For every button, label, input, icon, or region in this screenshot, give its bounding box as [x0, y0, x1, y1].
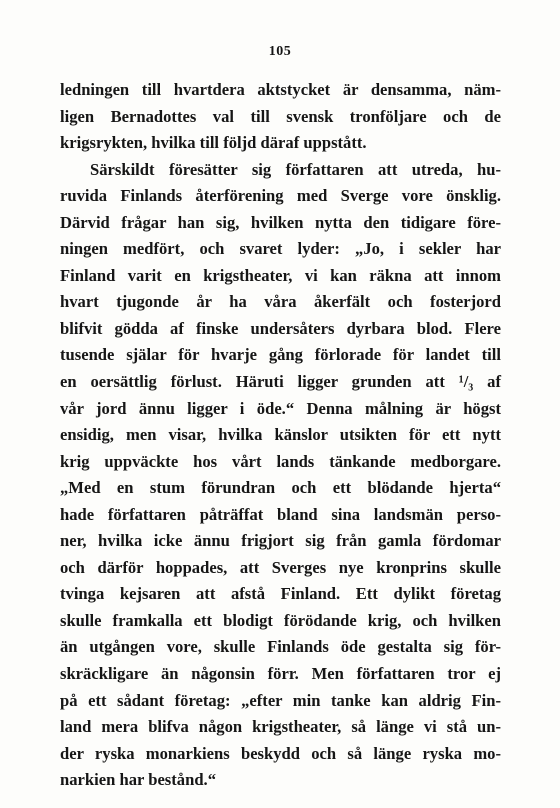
text-line-5: ruvida Finlands återförening med Sverge vore önsklig. [60, 186, 501, 206]
text-line-16: „Med en stum förundran och ett blödande hjerta“ [60, 478, 501, 498]
text-line-19: och därför hoppades, att Sverges nye kronprins skulle [60, 557, 501, 577]
text-line-10: blifvit gödda af finske undersåters dyrbara blod. Flere [60, 318, 501, 338]
text-line-8: Finland varit en krigstheater, vi kan räkna att innom [60, 265, 501, 285]
text-line-22: än utgången vore, skulle Finlands öde gestalta sig för- [60, 637, 501, 657]
text-line-21: skulle framkalla ett blodigt förödande krig, och hvilken [60, 610, 501, 630]
text-line-12: en oersättlig förlust. Häruti ligger grunden att ¹/₃ af [60, 372, 501, 392]
text-line-11: tusende själar för hvarje gång förlorade för landet till [60, 345, 501, 365]
text-line-3: krigsrykten, hvilka till följd däraf uppstått. [60, 133, 367, 153]
text-line-26: der ryska monarkiens beskydd och så länge ryska mo- [60, 743, 501, 763]
text-line-2: ligen Bernadottes val till svensk tronföljare och de [60, 106, 501, 126]
text-line-7: ningen medfört, och svaret lyder: „Jo, i sekler har [60, 239, 501, 259]
body-text [60, 77, 501, 794]
text-line-25: land mera blifva någon krigstheater, så länge vi stå un- [60, 717, 501, 737]
text-line-27: narkien har bestånd.“ [60, 770, 216, 790]
text-line-24: på ett sådant företag: „efter min tanke kan aldrig Fin- [60, 690, 501, 710]
text-line-18: ner, hvilka icke ännu frigjort sig från gamla fördomar [60, 531, 501, 551]
text-line-1: ledningen till hvartdera aktstycket är densamma, näm- [60, 80, 501, 99]
text-line-6: Därvid frågar han sig, hvilken nytta den tidigare före- [60, 212, 501, 232]
text-line-9: hvart tjugonde år ha våra åkerfält och fosterjord [60, 292, 501, 312]
text-line-23: skräckligare än någonsin förr. Men författaren tror ej [60, 664, 501, 684]
page-number: 105 [268, 44, 292, 59]
text-line-15: krig uppväckte hos vårt lands tänkande medborgare. [60, 451, 501, 471]
text-line-17: hade författaren påträffat bland sina landsmän perso- [60, 504, 501, 524]
text-line-13: vår jord ännu ligger i öde.“ Denna målning är högst [60, 398, 501, 418]
text-line-20: tvinga kejsaren att afstå Finland. Ett dylikt företag [60, 584, 501, 604]
text-line-4: Särskildt föresätter sig författaren att utreda, hu- [90, 159, 501, 179]
text-line-14: ensidig, men visar, hvilka känslor utsikten för ett nytt [60, 425, 501, 445]
